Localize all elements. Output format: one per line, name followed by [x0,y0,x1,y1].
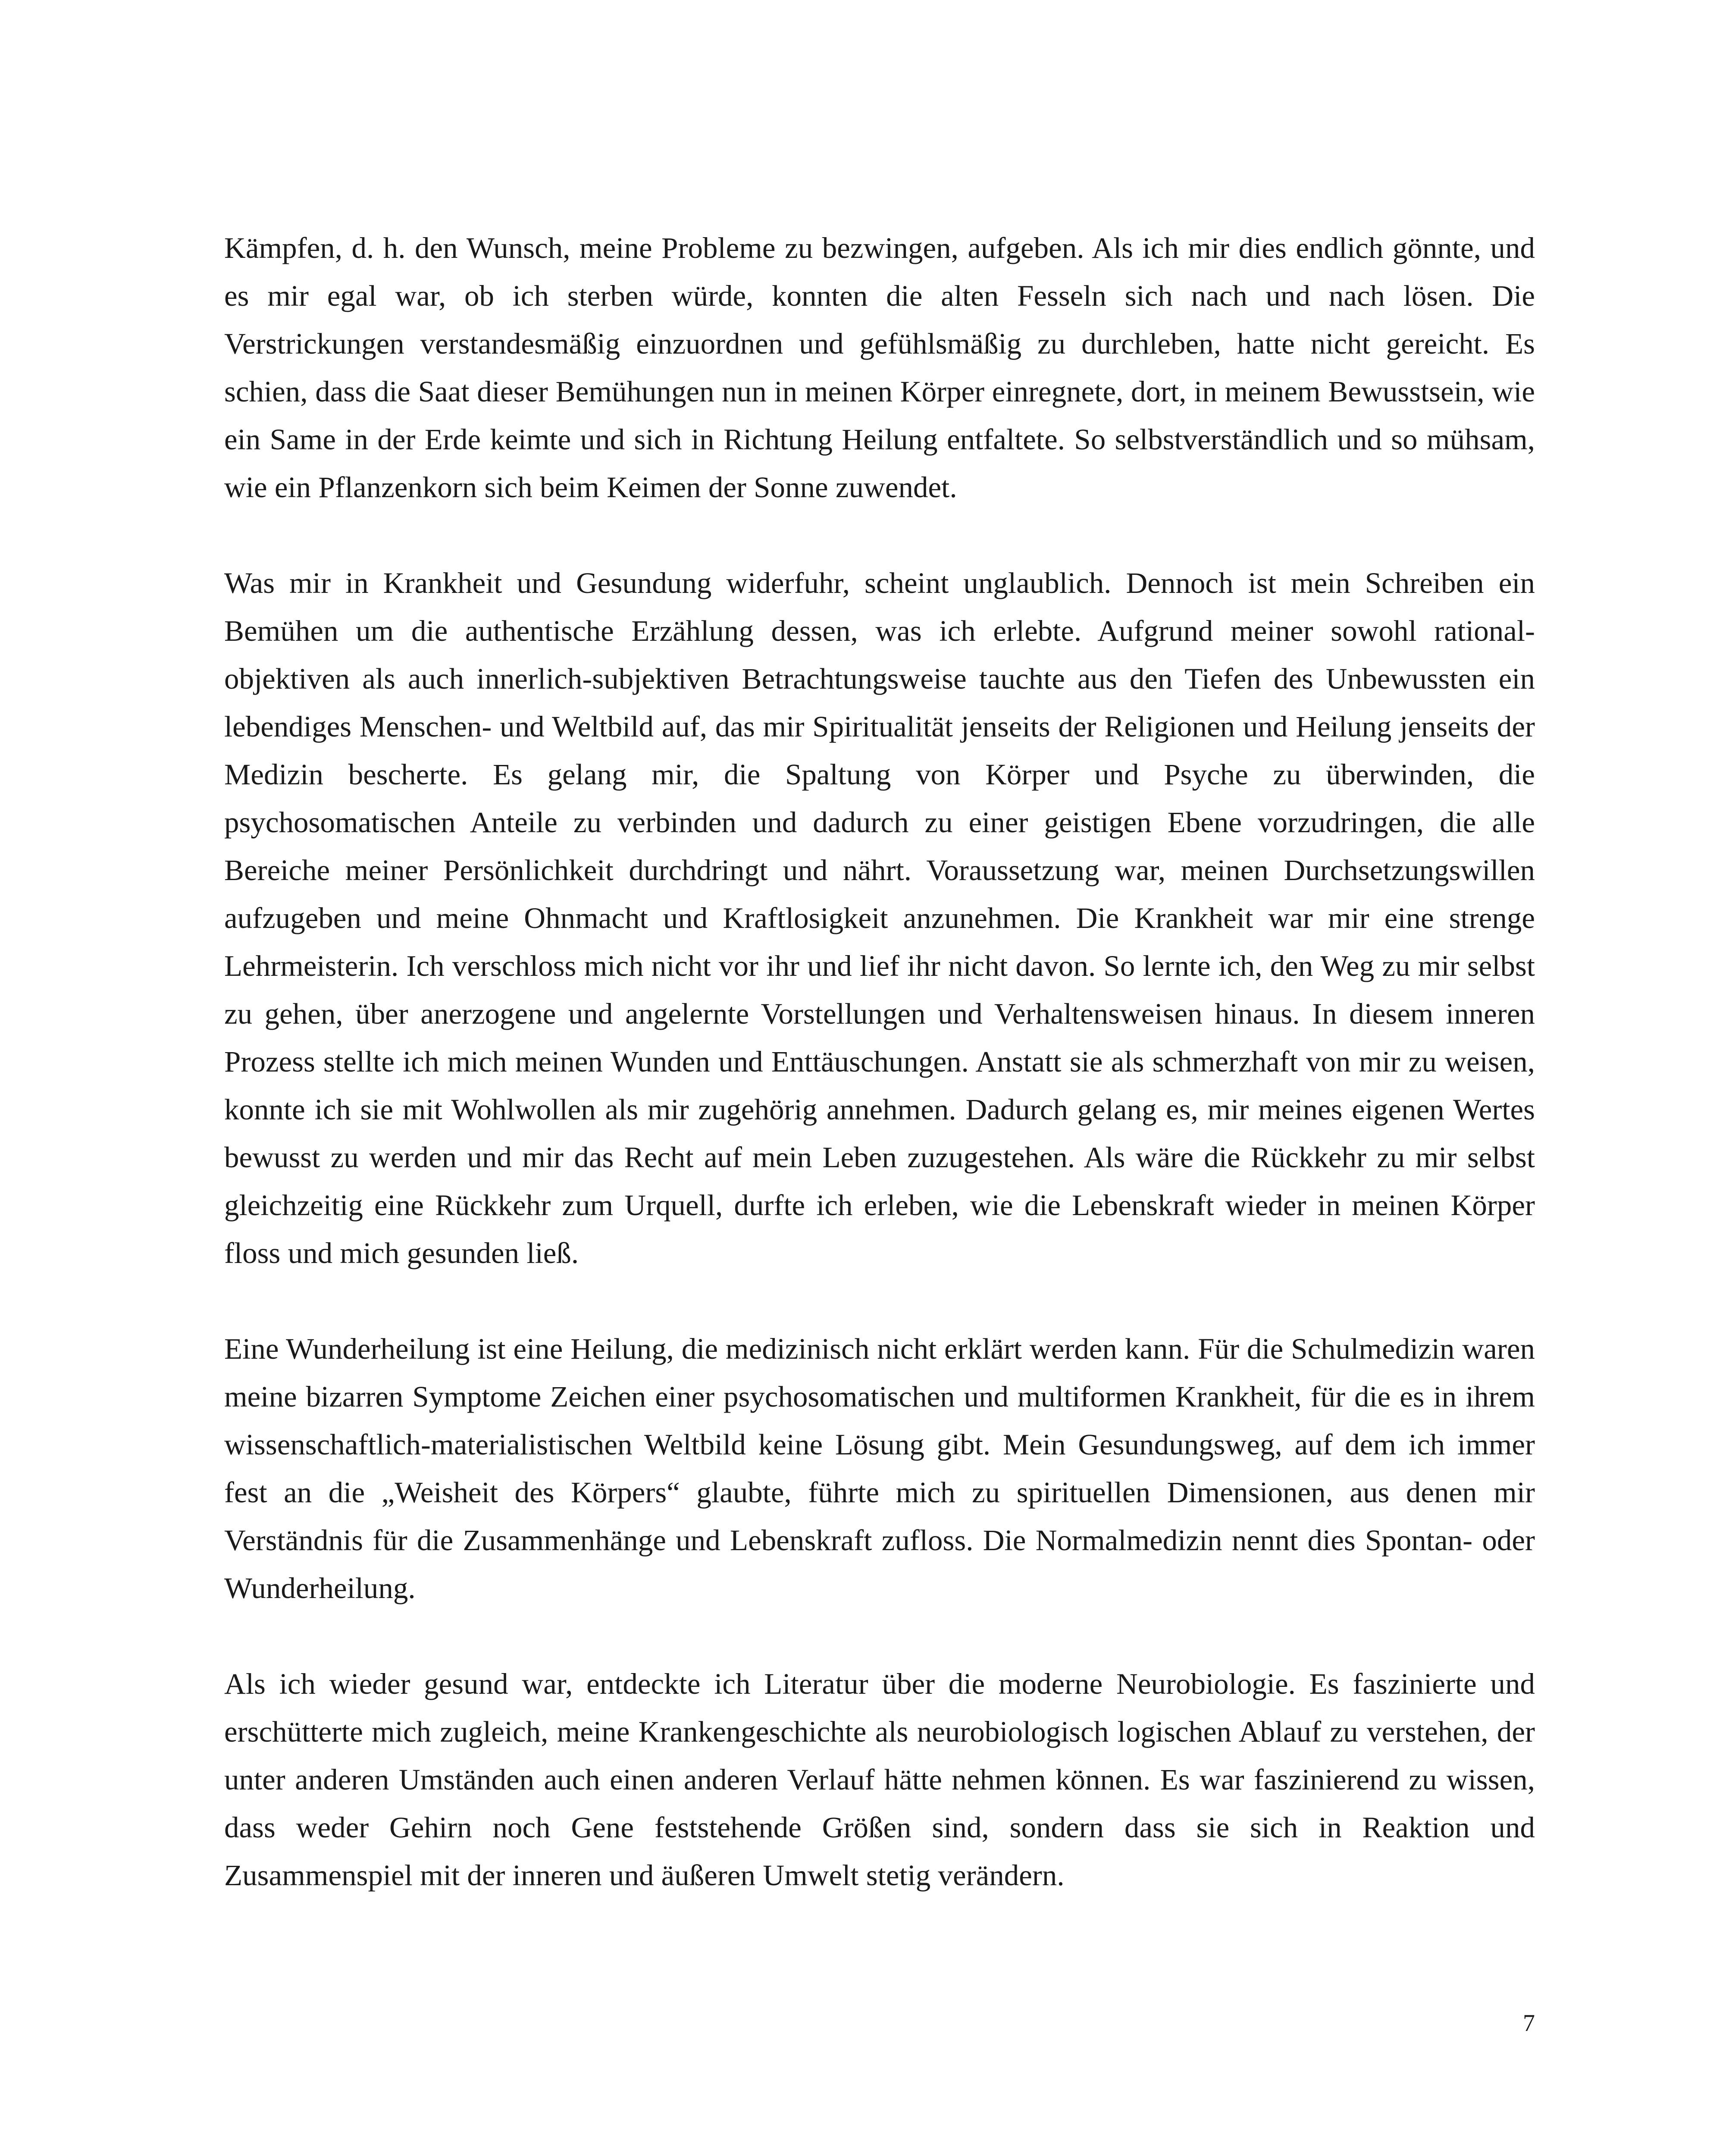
paragraph-4: Als ich wieder gesund war, entdeckte ich Literatur über die moderne Neurobiologie. Es faszinierte und erschütterte mich zugleich, meine Krankengeschichte als neurobiologisch logischen Ablauf zu verstehen, der unter anderen Umständen auch einen anderen Verlauf hätte nehmen können. Es war faszinierend zu wissen, dass weder Gehirn noch Gene feststehende Größen sind, sondern dass sie sich in Reaktion und Zusammenspiel mit der inneren und äußeren Umwelt stetig verändern. [224,1667,1535,1892]
paragraph-2: Was mir in Krankheit und Gesundung widerfuhr, scheint unglaublich. Dennoch ist mein Schreiben ein Bemühen um die authentische Erzählung dessen, was ich erlebte. Aufgrund meiner sowohl rational-objektiven als auch innerlich-subjektiven Betrachtungsweise tauchte aus den Tiefen des Unbewussten ein lebendiges Menschen- und Weltbild auf, das mir Spiritualität jenseits der Religionen und Heilung jenseits der Medizin bescherte. Es gelang mir, die Spaltung von Körper und Psyche zu überwinden, die psychosomatischen Anteile zu verbinden und dadurch zu einer geistigen Ebene vorzudringen, die alle Bereiche meiner Persönlichkeit durchdringt und nährt. Voraussetzung war, meinen Durchsetzungswillen aufzugeben und meine Ohnmacht und Kraftlosigkeit anzunehmen. Die Krankheit war mir eine strenge Lehrmeisterin. Ich verschloss mich nicht vor ihr und lief ihr nicht davon. So lernte ich, den Weg zu mir selbst zu gehen, über anerzogene und angelernte Vorstellungen und Verhaltensweisen hinaus. In diesem inneren Prozess stellte ich mich meinen Wunden und Enttäuschungen. Anstatt sie als schmerzhaft von mir zu weisen, konnte ich sie mit Wohlwollen als mir zugehörig annehmen. Dadurch gelang es, mir meines eigenen Wertes bewusst zu werden und mir das Recht auf mein Leben zuzugestehen. Als wäre die Rückkehr zu mir selbst gleichzeitig eine Rückkehr zum Urquell, durfte ich erleben, wie die Lebenskraft wieder in meinen Körper floss und mich gesunden ließ. [224,567,1535,1269]
paragraph-3: Eine Wunderheilung ist eine Heilung, die medizinisch nicht erklärt werden kann. Für die Schulmedizin waren meine bizarren Symptome Zeichen einer psychosomatischen und multiformen Krankheit, für die es in ihrem wissenschaftlich-materialistischen Weltbild keine Lösung gibt. Mein Gesundungsweg, auf dem ich immer fest an die „Weisheit des Körpers“ glaubte, führte mich zu spirituellen Dimensionen, aus denen mir Verständnis für die Zusammenhänge und Lebenskraft zufloss. Die Normalmedizin nennt dies Spontan- oder Wunderheilung. [224,1332,1535,1604]
paragraph-1: Kämpfen, d. h. den Wunsch, meine Probleme zu bezwingen, aufgeben. Als ich mir dies endlich gönnte, und es mir egal war, ob ich sterben würde, konnten die alten Fesseln sich nach und nach lösen. Die Verstrickungen verstandesmäßig einzuordnen und gefühlsmäßig zu durchleben, hatte nicht gereicht. Es schien, dass die Saat dieser Bemühungen nun in meinen Körper einregnete, dort, in meinem Bewusstsein, wie ein Same in der Erde keimte und sich in Richtung Heilung entfaltete. So selbstverständlich und so mühsam, wie ein Pflanzenkorn sich beim Keimen der Sonne zuwendet. [224,232,1535,504]
body-text [224,224,1535,1899]
page-number: 7 [1523,2010,1535,2037]
